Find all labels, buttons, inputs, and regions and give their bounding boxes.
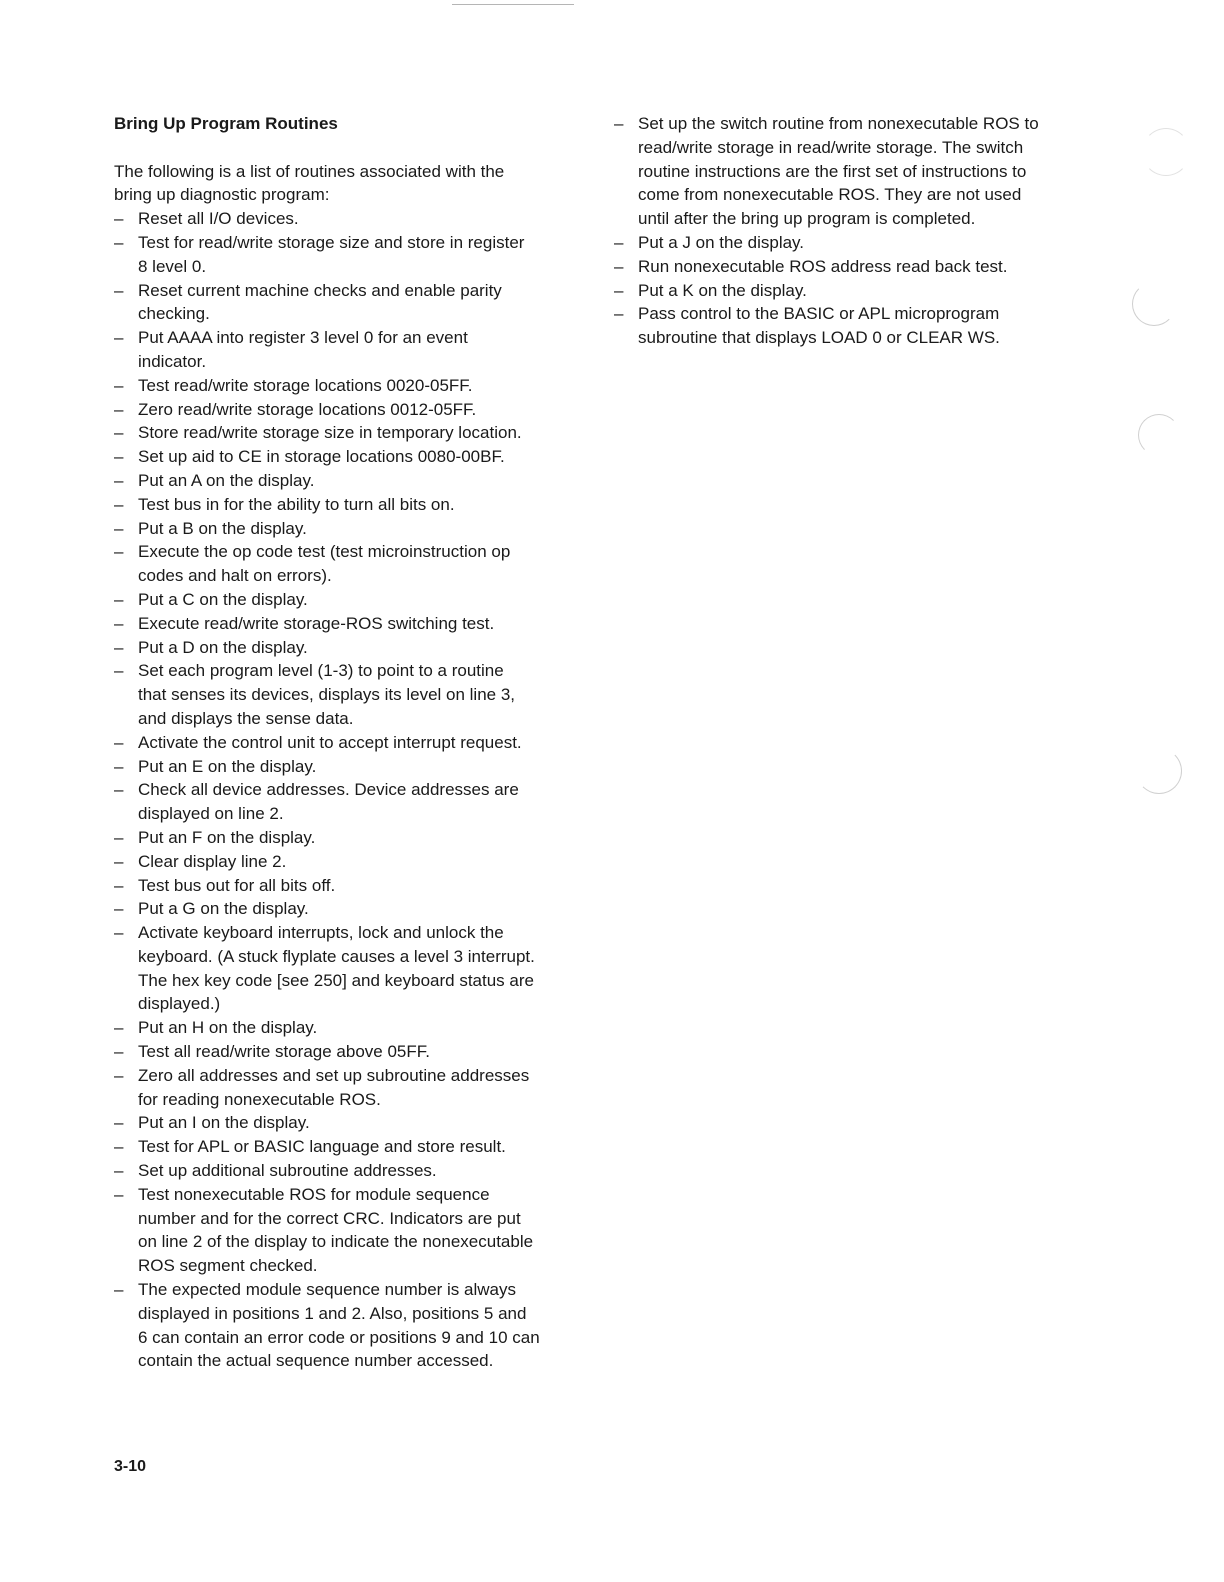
list-item-line: Test nonexecutable ROS for module sequence — [138, 1184, 490, 1204]
dash-bullet: – — [114, 875, 124, 895]
list-item — [114, 231, 600, 279]
list-item — [114, 1135, 600, 1159]
list-item — [114, 445, 600, 469]
list-item — [114, 469, 600, 493]
list-item-line: The hex key code [see 250] and keyboard status are — [138, 970, 534, 990]
list-item-line: Set up the switch routine from nonexecutable ROS to — [638, 114, 1039, 133]
list-item-line: indicator. — [138, 351, 207, 371]
list-item-line: codes and halt on errors). — [138, 566, 332, 586]
list-item — [114, 921, 600, 1016]
list-item-line: read/write storage in read/write storage. The switch — [638, 137, 1024, 157]
dash-bullet: – — [114, 1042, 124, 1062]
list-item-line: number and for the correct CRC. Indicators are put — [138, 1208, 521, 1228]
list-item — [114, 731, 600, 755]
dash-bullet: – — [114, 1065, 124, 1085]
list-item-line: contain the actual sequence number accessed. — [138, 1351, 494, 1371]
list-item-line: Put a K on the display. — [638, 280, 807, 300]
list-item — [114, 897, 600, 921]
list-item — [114, 1278, 600, 1373]
list-item — [114, 778, 600, 826]
list-item-line: Execute the op code test (test microinstruction op — [138, 542, 511, 562]
list-item-line: Activate keyboard interrupts, lock and unlock the — [138, 923, 504, 943]
list-item-line: Zero all addresses and set up subroutine addresses — [138, 1065, 530, 1085]
list-item — [114, 636, 600, 660]
list-item — [114, 1016, 600, 1040]
dash-bullet: – — [114, 518, 124, 538]
list-item-line: Reset current machine checks and enable parity — [138, 280, 502, 300]
list-item-line: come from nonexecutable ROS. They are not used — [638, 185, 1022, 205]
list-item-line: Set up aid to CE in storage locations 0080-00BF. — [138, 447, 505, 467]
list-item — [114, 517, 600, 541]
dash-bullet: – — [114, 423, 124, 443]
list-item-line: Pass control to the BASIC or APL microprogram — [638, 304, 1000, 324]
list-item — [114, 826, 600, 850]
dash-bullet: – — [114, 613, 124, 633]
dash-bullet: – — [114, 542, 124, 562]
dash-bullet: – — [114, 589, 124, 609]
dash-bullet: – — [114, 399, 124, 419]
list-item — [114, 874, 600, 898]
list-item-line: Test bus out for all bits off. — [138, 875, 336, 895]
scan-artifact — [1136, 748, 1182, 794]
list-item — [614, 112, 1094, 231]
list-item — [114, 659, 600, 730]
list-item-line: Test all read/write storage above 05FF. — [138, 1042, 430, 1062]
dash-bullet: – — [614, 304, 624, 324]
list-item — [114, 588, 600, 612]
list-item — [614, 231, 1094, 255]
dash-bullet: – — [114, 1280, 124, 1300]
dash-bullet: – — [114, 280, 124, 300]
list-item — [614, 279, 1094, 303]
dash-bullet: – — [114, 1018, 124, 1038]
list-item-line: Set each program level (1-3) to point to a routine — [138, 661, 504, 681]
list-item-line: on line 2 of the display to indicate the nonexecutable — [138, 1232, 534, 1252]
top-rule — [452, 4, 574, 5]
dash-bullet: – — [114, 637, 124, 657]
dash-bullet: – — [114, 232, 124, 252]
list-item-line: keyboard. (A stuck flyplate causes a level 3 interrupt. — [138, 946, 535, 966]
dash-bullet: – — [614, 232, 624, 252]
dash-bullet: – — [114, 661, 124, 681]
list-item-line: and displays the sense data. — [138, 708, 354, 728]
list-item-line: Run nonexecutable ROS address read back test. — [638, 256, 1008, 276]
scan-artifact — [1138, 414, 1180, 456]
list-item-line: Put AAAA into register 3 level 0 for an event — [138, 328, 468, 348]
list-item — [114, 374, 600, 398]
list-item-line: subroutine that displays LOAD 0 or CLEAR WS. — [638, 328, 1000, 348]
dash-bullet: – — [114, 923, 124, 943]
list-item — [114, 1183, 600, 1278]
dash-bullet: – — [114, 209, 124, 229]
list-item — [114, 1064, 600, 1112]
dash-bullet: – — [114, 732, 124, 752]
dash-bullet: – — [614, 256, 624, 276]
list-item — [114, 398, 600, 422]
intro-paragraph — [114, 160, 600, 208]
list-item-line: Clear display line 2. — [138, 851, 287, 871]
dash-bullet: – — [114, 899, 124, 919]
list-item — [114, 493, 600, 517]
list-item — [114, 326, 600, 374]
dash-bullet: – — [114, 1113, 124, 1133]
intro-line: bring up diagnostic program: — [114, 185, 330, 205]
list-item-line: 6 can contain an error code or positions 9 and 10 can — [138, 1327, 540, 1347]
dash-bullet: – — [114, 470, 124, 490]
list-item-line: routine instructions are the first set of instructions to — [638, 161, 1027, 181]
list-item-line: Test bus in for the ability to turn all bits on. — [138, 494, 455, 514]
list-item — [114, 1111, 600, 1135]
list-item-line: Zero read/write storage locations 0012-05FF. — [138, 399, 477, 419]
list-item-line: The expected module sequence number is always — [138, 1280, 516, 1300]
scan-artifact — [1132, 282, 1176, 326]
list-item-line: that senses its devices, displays its level on line 3, — [138, 685, 516, 705]
list-item-line: Put an A on the display. — [138, 470, 315, 490]
list-item-line: checking. — [138, 304, 210, 324]
dash-bullet: – — [114, 328, 124, 348]
list-item — [114, 850, 600, 874]
dash-bullet: – — [114, 1161, 124, 1181]
dash-bullet: – — [114, 375, 124, 395]
list-item-line: ROS segment checked. — [138, 1256, 318, 1276]
list-item-line: Put a C on the display. — [138, 589, 308, 609]
list-item-line: Put an E on the display. — [138, 756, 317, 776]
list-item — [114, 207, 600, 231]
list-item-line: Put a G on the display. — [138, 899, 309, 919]
dash-bullet: – — [114, 1137, 124, 1157]
list-item-line: Put a J on the display. — [638, 232, 805, 252]
list-item — [114, 279, 600, 327]
scan-artifact — [1142, 128, 1190, 176]
list-item-line: Put a B on the display. — [138, 518, 307, 538]
dash-bullet: – — [614, 114, 624, 133]
list-item-line: 8 level 0. — [138, 256, 207, 276]
section-heading: Bring Up Program Routines — [114, 114, 338, 133]
list-item-line: displayed in positions 1 and 2. Also, positions 5 and — [138, 1303, 527, 1323]
dash-bullet: – — [114, 756, 124, 776]
list-item-line: for reading nonexecutable ROS. — [138, 1089, 381, 1109]
list-item-line: Put an H on the display. — [138, 1018, 318, 1038]
list-item-line: displayed.) — [138, 994, 221, 1014]
list-item-line: Test for read/write storage size and store in register — [138, 232, 525, 252]
list-item — [114, 421, 600, 445]
right-column — [614, 112, 1094, 350]
routine-list-right — [614, 112, 1094, 350]
dash-bullet: – — [114, 827, 124, 847]
list-item — [114, 540, 600, 588]
list-item — [114, 1040, 600, 1064]
list-item — [114, 612, 600, 636]
list-item-line: Reset all I/O devices. — [138, 209, 299, 229]
list-item-line: Put an I on the display. — [138, 1113, 310, 1133]
list-item-line: Put a D on the display. — [138, 637, 308, 657]
list-item-line: Execute read/write storage-ROS switching test. — [138, 613, 495, 633]
list-item-line: Set up additional subroutine addresses. — [138, 1161, 437, 1181]
list-item-line: until after the bring up program is completed. — [638, 209, 976, 229]
list-item-line: Store read/write storage size in temporary location. — [138, 423, 522, 443]
dash-bullet: – — [614, 280, 624, 300]
list-item-line: Test read/write storage locations 0020-05FF. — [138, 375, 473, 395]
page-number: 3-10 — [114, 1458, 147, 1475]
list-item — [114, 755, 600, 779]
list-item — [114, 1159, 600, 1183]
list-item-line: Activate the control unit to accept interrupt request. — [138, 732, 522, 752]
left-column — [114, 112, 600, 1373]
list-item-line: Test for APL or BASIC language and store result. — [138, 1137, 506, 1157]
list-item-line: Check all device addresses. Device addresses are — [138, 780, 519, 800]
dash-bullet: – — [114, 780, 124, 800]
list-item-line: displayed on line 2. — [138, 804, 284, 824]
routine-list-left — [114, 207, 600, 1373]
dash-bullet: – — [114, 447, 124, 467]
dash-bullet: – — [114, 494, 124, 514]
list-item — [614, 302, 1094, 350]
dash-bullet: – — [114, 851, 124, 871]
list-item — [614, 255, 1094, 279]
dash-bullet: – — [114, 1184, 124, 1204]
list-item-line: Put an F on the display. — [138, 827, 316, 847]
intro-line: The following is a list of routines associated with the — [114, 161, 505, 181]
